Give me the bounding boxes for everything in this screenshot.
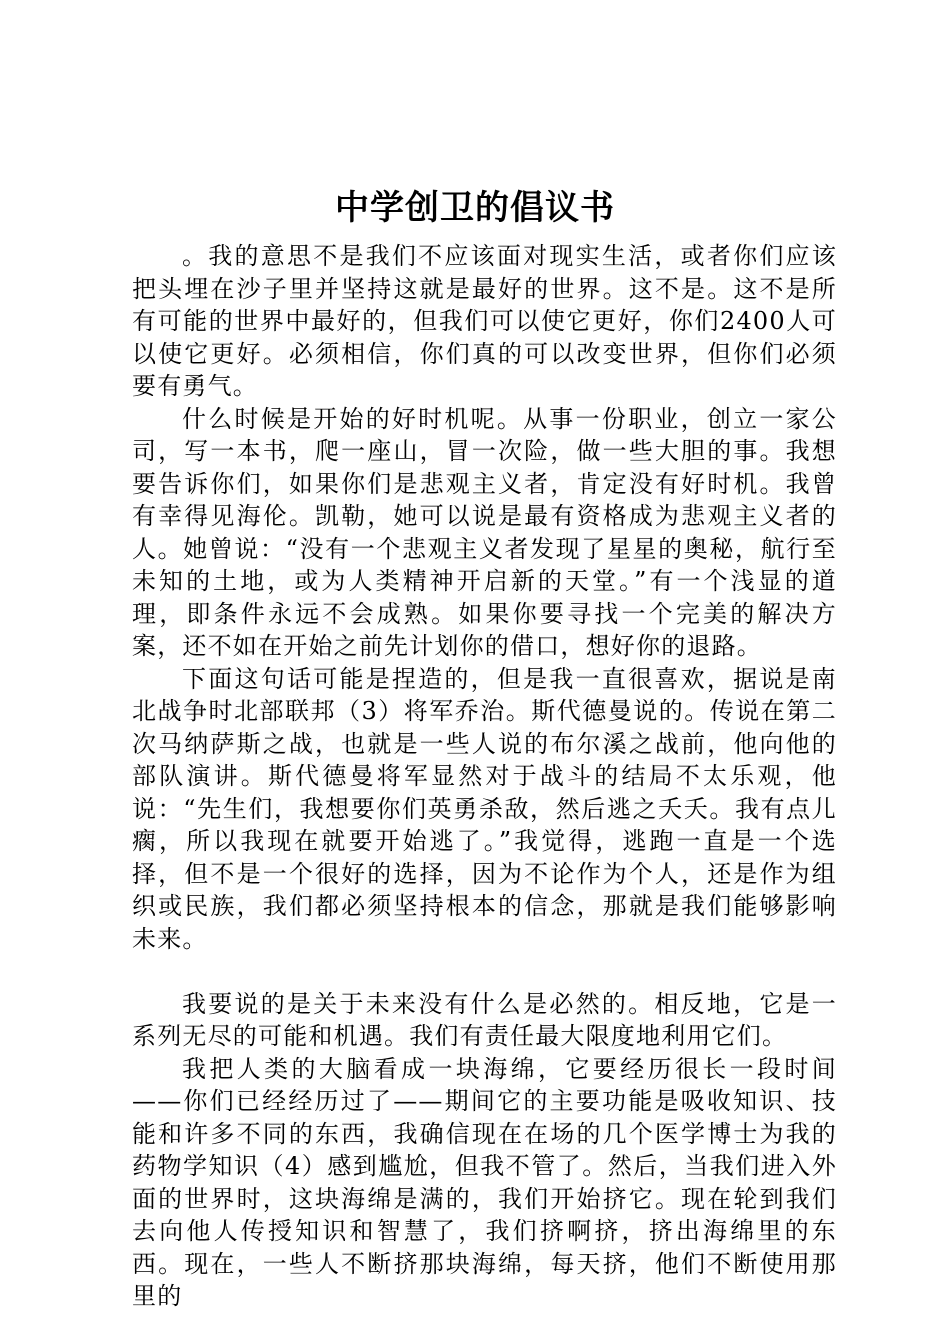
- paragraph-gap: [132, 955, 837, 988]
- paragraph: 下面这句话可能是捏造的，但是我一直很喜欢，据说是南北战争时北部联邦（3）将军乔治。斯代德曼说的。传说在第二次马纳萨斯之战，也就是一些人说的布尔溪之战前，他向他的部队演讲。斯代德曼将军显然对于战斗的结局不太乐观，他说：“先生们，我想要你们英勇杀敌，然后逃之夭夭。我有点儿瘸，所以我现在就要开始逃了。”我觉得，逃跑一直是一个选择，但不是一个很好的选择，因为不论作为个人，还是作为组织或民族，我们都必须坚持根本的信念，那就是我们能够影响未来。: [132, 664, 837, 953]
- document-title: 中学创卫的倡议书: [335, 188, 615, 228]
- paragraph: 。我的意思不是我们不应该面对现实生活，或者你们应该把头埋在沙子里并坚持这就是最好的世界。这不是。这不是所有可能的世界中最好的，但我们可以使它更好，你们2400人可以使它更好。必须相信，你们真的可以改变世界，但你们必须要有勇气。: [132, 242, 837, 400]
- paragraph: 我把人类的大脑看成一块海绵，它要经历很长一段时间——你们已经经历过了——期间它的主要功能是吸收知识、技能和许多不同的东西，我确信现在在场的几个医学博士为我的药物学知识（4）感到尴尬，但我不管了。然后，当我们进入外面的世界时，这块海绵是满的，我们开始挤它。现在轮到我们去向他人传授知识和智慧了，我们挤啊挤，挤出海绵里的东西。现在，一些人不断挤那块海绵，每天挤，他们不断使用那里的: [132, 1054, 837, 1310]
- paragraph: 什么时候是开始的好时机呢。从事一份职业，创立一家公司，写一本书，爬一座山，冒一次险，做一些大胆的事。我想要告诉你们，如果你们是悲观主义者，肯定没有好时机。我曾有幸得见海伦。凯勒，她可以说是最有资格成为悲观主义者的人。她曾说：“没有一个悲观主义者发现了星星的奥秘，航行至未知的土地，或为人类精神开启新的天堂。”有一个浅显的道理，即条件永远不会成熟。如果你要寻找一个完美的解决方案，还不如在开始之前先计划你的借口，想好你的退路。: [132, 404, 837, 660]
- document-body: [132, 240, 837, 1313]
- paragraph: 我要说的是关于未来没有什么是必然的。相反地，它是一系列无尽的可能和机遇。我们有责任最大限度地利用它们。: [132, 989, 837, 1050]
